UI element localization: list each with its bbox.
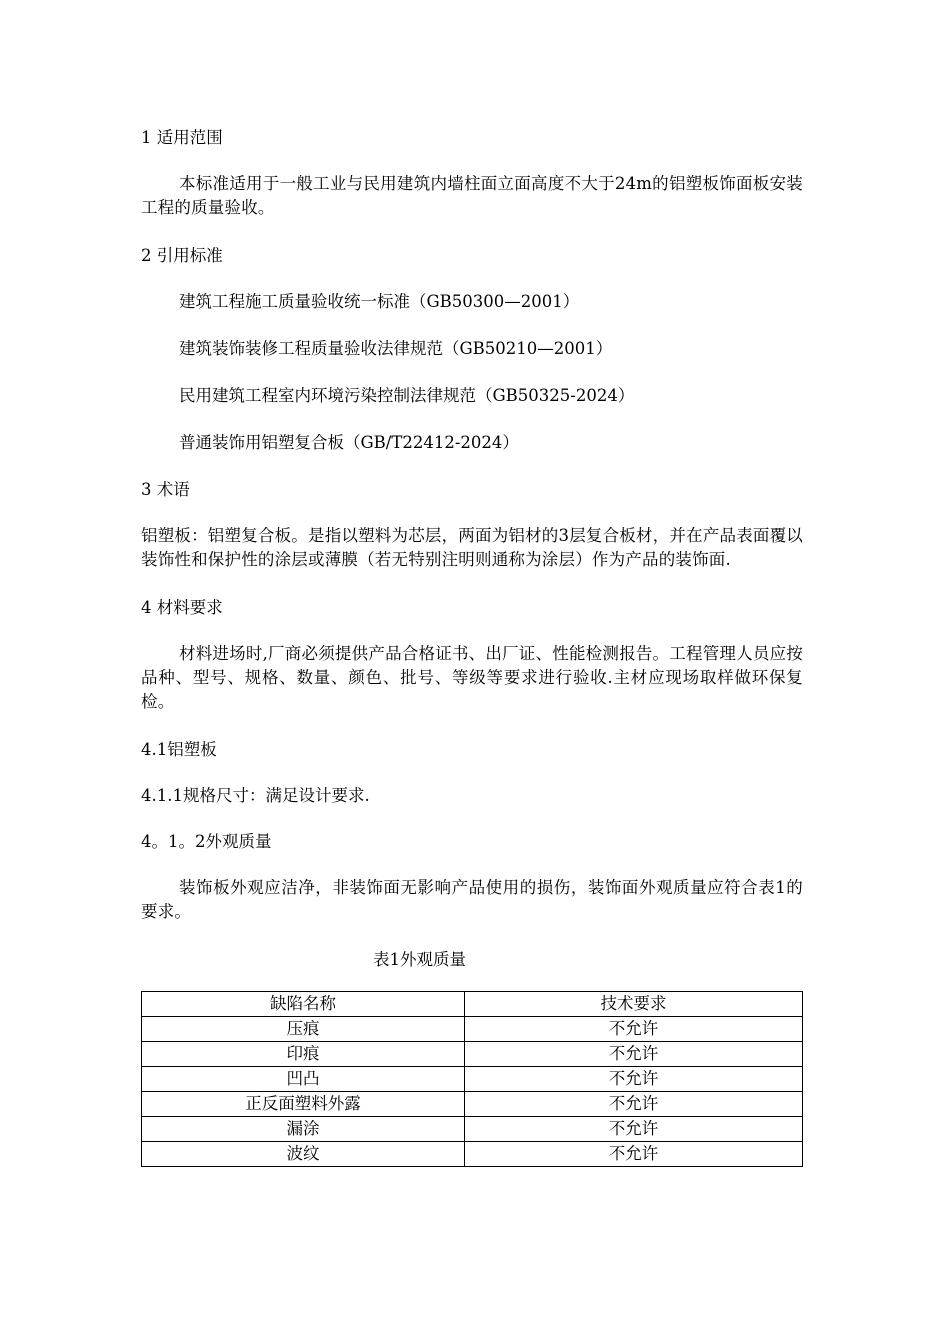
section-1-title: 1 适用范围: [141, 128, 223, 147]
defect-name-cell: 波纹: [142, 1142, 465, 1167]
table-row: [142, 1142, 803, 1167]
reference-standard: 建筑工程施工质量验收统一标准（GB50300—2001）: [179, 292, 580, 311]
requirement-cell: 不允许: [465, 1142, 803, 1167]
section-4-1-title: 4.1铝塑板: [141, 740, 217, 759]
appearance-quality-table: [141, 991, 803, 1167]
section-4-1-2-body: 装饰板外观应洁净，非装饰面无影响产品使用的损伤，装饰面外观质量应符合表1的要求。: [141, 878, 803, 921]
reference-standard: 普通装饰用铝塑复合板（GB/T22412-2024）: [179, 433, 519, 452]
requirement-cell: 不允许: [465, 1067, 803, 1092]
section-4-body: 材料进场时,厂商必须提供产品合格证书、出厂证、性能检测报告。工程管理人员应按品种、型号、规格、数量、颜色、批号、等级等要求进行验收.主材应现场取样做环保复检。: [141, 644, 803, 711]
table-caption: 表1外观质量: [373, 950, 466, 969]
header-technical-requirement: 技术要求: [465, 992, 803, 1017]
section-3-body: 铝塑板：铝塑复合板。是指以塑料为芯层，两面为铝材的3层复合板材，并在产品表面覆以装饰性和保护性的涂层或薄膜（若无特别注明则通称为涂层）作为产品的装饰面.: [141, 526, 803, 569]
section-4-1-2-title: 4。1。2外观质量: [141, 832, 272, 851]
table-row: [142, 1042, 803, 1067]
document-body: [141, 126, 803, 1167]
requirement-cell: 不允许: [465, 1042, 803, 1067]
defect-name-cell: 漏涂: [142, 1117, 465, 1142]
table-row: [142, 1017, 803, 1042]
requirement-cell: 不允许: [465, 1092, 803, 1117]
table-row: [142, 1067, 803, 1092]
section-1-body: 本标准适用于一般工业与民用建筑内墙柱面立面高度不大于24m的铝塑板饰面板安装工程的质量验收。: [141, 174, 803, 217]
section-4-title: 4 材料要求: [141, 598, 223, 617]
header-defect-name: 缺陷名称: [142, 992, 465, 1017]
requirement-cell: 不允许: [465, 1117, 803, 1142]
defect-name-cell: 正反面塑料外露: [142, 1092, 465, 1117]
defect-name-cell: 印痕: [142, 1042, 465, 1067]
table-row: [142, 1092, 803, 1117]
table-row: [142, 1117, 803, 1142]
reference-standard: 建筑装饰装修工程质量验收法律规范（GB50210—2001）: [179, 339, 613, 358]
table-header-row: [142, 992, 803, 1017]
reference-standard: 民用建筑工程室内环境污染控制法律规范（GB50325-2024）: [179, 386, 635, 405]
defect-name-cell: 凹凸: [142, 1067, 465, 1092]
requirement-cell: 不允许: [465, 1017, 803, 1042]
section-3-title: 3 术语: [141, 480, 190, 499]
section-4-1-1: 4.1.1规格尺寸：满足设计要求.: [141, 786, 370, 805]
defect-name-cell: 压痕: [142, 1017, 465, 1042]
section-2-title: 2 引用标准: [141, 246, 223, 265]
